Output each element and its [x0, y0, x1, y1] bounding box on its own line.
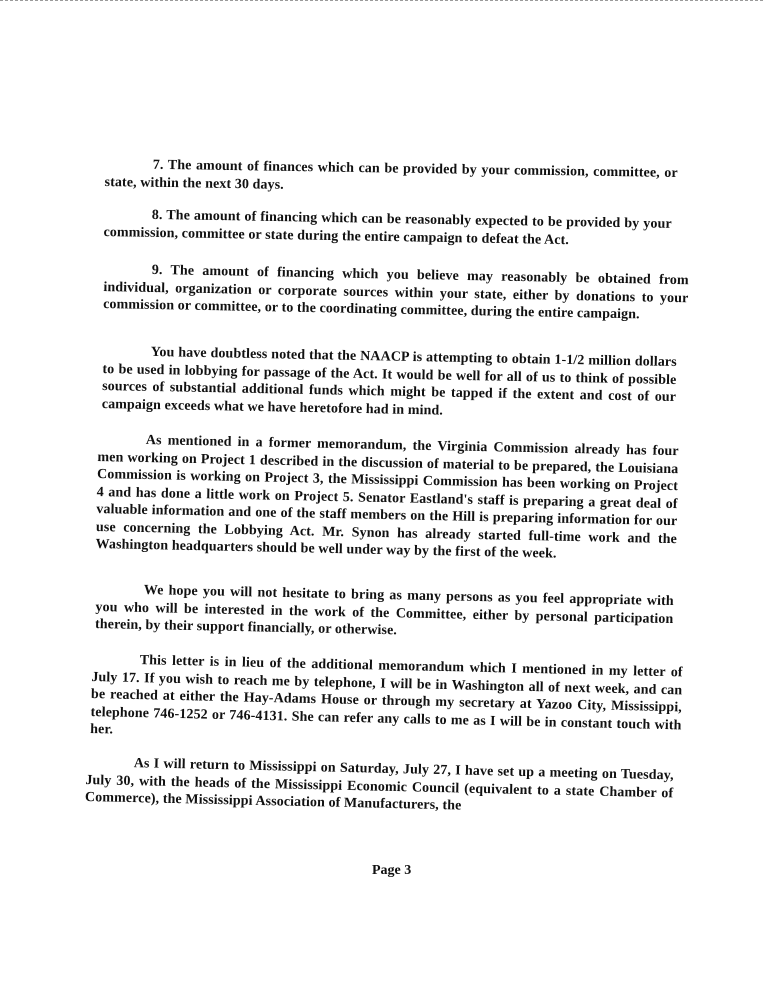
indent: [103, 355, 151, 356]
indent: [92, 663, 140, 664]
paragraph-text: As mentioned in a former memorandum, the Virginia Commission already has four men working on Project 1 described in the discussion of material to be prepared, the Louisiana Commission is working on Project 3, the Mississippi Commission has been working on Project 4 and has done a little work on Project 5. Senator Eastland's staff is preparing a great deal of valuable information and one of the staff members on the Hill is preparing information for our use concerning the Lobbying Act. Mr. Synon has already started full-time work and the Washington headquarters should be well under way by the first of the week.: [95, 433, 679, 562]
item-number: 8.: [151, 207, 163, 224]
paragraph-item-7: [104, 156, 677, 200]
paragraph-item-9: [103, 261, 689, 325]
paragraph-text: The amount of finances which can be provided by your commission, committee, or state, within the next 30 days.: [104, 157, 678, 193]
indent: [104, 273, 152, 274]
paragraph-item-8: [103, 206, 672, 251]
paragraph-text: The amount of financing which you believe may reasonably be obtained from individual, organization or corporate sources within your state, either by donations to your commission or committee, or to the coordinating committee, during the entire campaign.: [103, 263, 689, 323]
indent: [86, 766, 134, 767]
item-number: 7.: [152, 157, 164, 173]
paragraph-meeting: [85, 754, 674, 820]
indent: [96, 593, 144, 594]
indent: [104, 218, 152, 219]
paragraph-naacp: [102, 343, 677, 424]
paragraph-text: The amount of financing which can be reasonably expected to be provided by your commission, committee or state during the entire campaign to defeat the Act.: [103, 208, 672, 248]
paragraph-text: We hope you will not hesitate to bring as many persons as you feel appropriate with you who will be interested in the work of the Committee, either by personal participation therein, by their support financially, or otherwise.: [94, 583, 674, 639]
paragraph-projects: [95, 431, 678, 566]
paragraph-contact: [90, 651, 683, 752]
paragraph-text: This letter is in lieu of the additional memorandum which I mentioned in my letter of July 17. If you wish to reach me by telephone, I will be in Washington all of next week, and can be reached at either the Hay-Adams House or through my secretary at Yazoo City, Mississippi, telephone 746-1252 or 746-4131. She can refer any calls to me as I will be in constant touch with her.: [90, 653, 683, 738]
indent: [98, 443, 146, 444]
item-number: 9.: [151, 262, 163, 279]
page-number: Page 3: [372, 863, 412, 878]
paragraph-invitation: [95, 581, 674, 646]
paragraph-text: You have doubtless noted that the NAACP is attempting to obtain 1-1/2 million dollars to be used in lobbying for passage of the Act. It would be well for all of us to think of possible sources of substantial additional funds which might be tapped if the extent and cost of our campaign exceeds what we have heretofore had in mind.: [101, 344, 677, 419]
indent: [105, 168, 153, 169]
paragraph-text: As I will return to Mississippi on Saturday, July 27, I have set up a meeting on Tuesday, July 30, with the heads of the Mississippi Economic Council (equivalent to a state Chamber of Commerce), the Mississippi Association of Manufacturers, the: [84, 756, 674, 814]
